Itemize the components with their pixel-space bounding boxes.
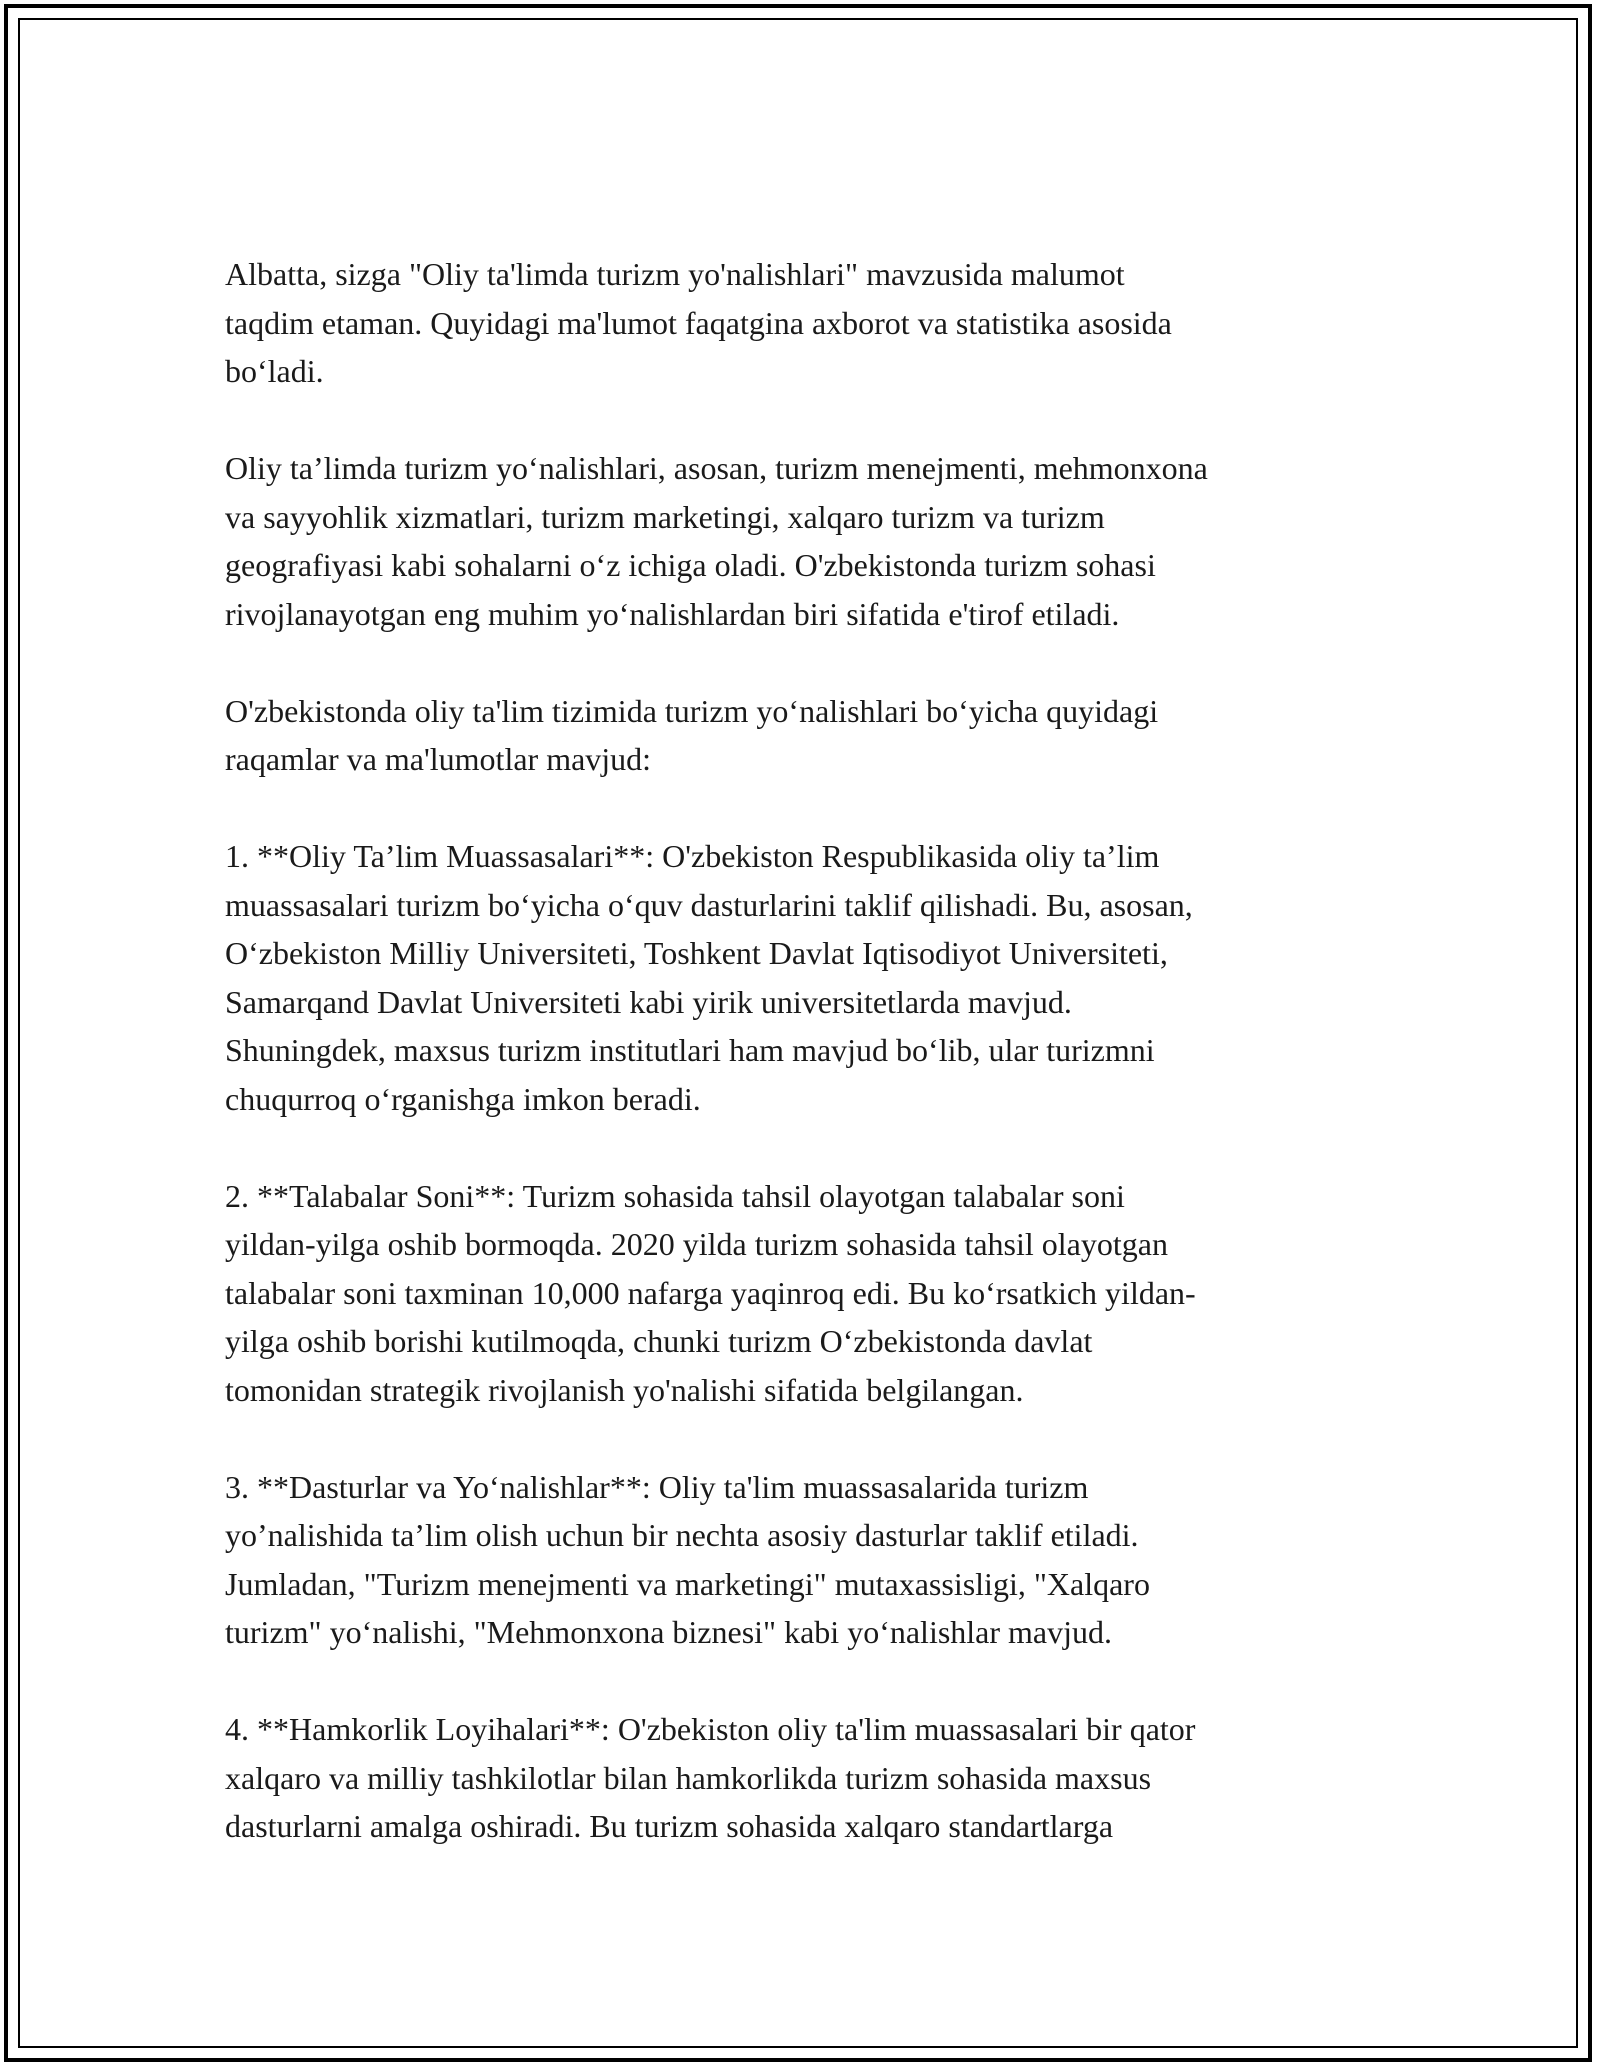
paragraph-item-1: 1. **Oliy Ta’lim Muassasalari**: O'zbekiston Respublikasida oliy ta’lim muassasalari turizm bo‘yicha o‘quv dasturlarini taklif qilishadi. Bu, asosan, O‘zbekiston Milliy Universiteti, Toshkent Davlat Iqtisodiyot Universiteti, Samarqand Davlat Universiteti kabi yirik universitetlarda mavjud. Shuningdek, maxsus turizm institutlari ham mavjud bo‘lib, ular turizmni chuqurroq o‘rganishga imkon beradi. [225, 838, 1193, 1117]
paragraph-intro: Albatta, sizga "Oliy ta'limda turizm yo'nalishlari" mavzusida malumot taqdim etaman. Quyidagi ma'lumot faqatgina axborot va statistika asosida bo‘ladi. [225, 256, 1172, 389]
paragraph-item-3: 3. **Dasturlar va Yo‘nalishlar**: Oliy ta'lim muassasalarida turizm yo’nalishida ta’lim olish uchun bir nechta asosiy dasturlar taklif etiladi. Jumladan, "Turizm menejmenti va marketingi" mutaxassisligi, "Xalqaro turizm" yo‘nalishi, "Mehmonxona biznesi" kabi yo‘nalishlar mavjud. [225, 1468, 1150, 1650]
paragraph-overview: Oliy ta’limda turizm yo‘nalishlari, asosan, turizm menejmenti, mehmonxona va sayyohlik xizmatlari, turizm marketingi, xalqaro turizm va turizm geografiyasi kabi sohalarni o‘z ichiga oladi. O'zbekistonda turizm sohasi rivojlanayotgan eng muhim yo‘nalishlardan biri sifatida e'tirof etiladi. [225, 450, 1208, 632]
document-body [225, 250, 1375, 1851]
paragraph-figures-lead: O'zbekistonda oliy ta'lim tizimida turizm yo‘nalishlari bo‘yicha quyidagi raqamlar va ma'lumotlar mavjud: [225, 692, 1159, 777]
paragraph-item-2: 2. **Talabalar Soni**: Turizm sohasida tahsil olayotgan talabalar soni yildan-yilga oshib bormoqda. 2020 yilda turizm sohasida tahsil olayotgan talabalar soni taxminan 10,000 nafarga yaqinroq edi. Bu ko‘rsatkich yildan- yilga oshib borishi kutilmoqda, chunki turizm O‘zbekistonda davlat tomonidan strategik rivojlanish yo'nalishi sifatida belgilangan. [225, 1177, 1196, 1408]
paragraph-item-4: 4. **Hamkorlik Loyihalari**: O'zbekiston oliy ta'lim muassasalari bir qator xalqaro va milliy tashkilotlar bilan hamkorlikda turizm sohasida maxsus dasturlarni amalga oshiradi. Bu turizm sohasida xalqaro standartlarga [225, 1711, 1196, 1844]
